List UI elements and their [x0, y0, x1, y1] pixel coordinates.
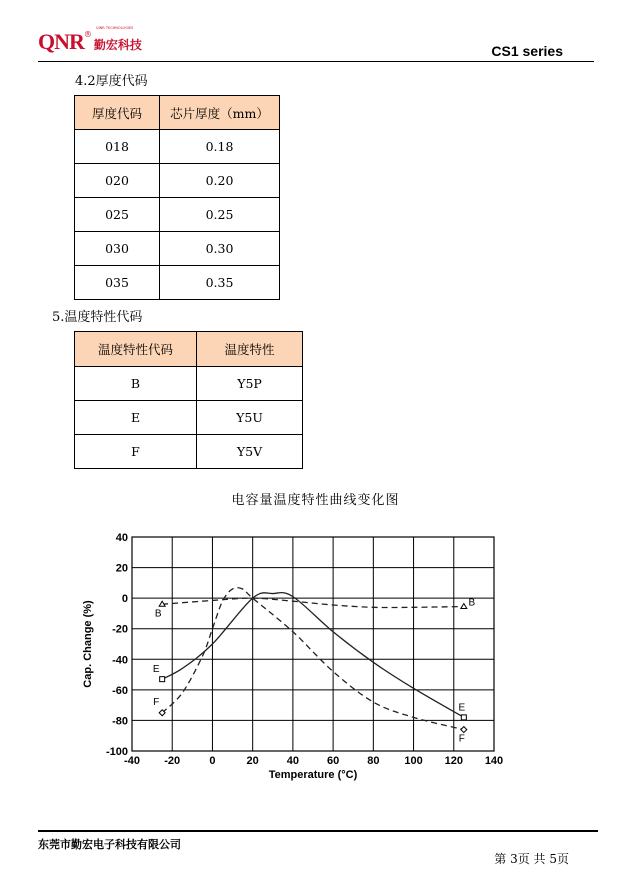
table-cell: B: [75, 367, 197, 401]
table-row: [75, 130, 280, 164]
table-cell: 0.35: [160, 266, 280, 300]
x-tick-label: -20: [164, 755, 181, 767]
logo-registered-mark: ®: [83, 30, 92, 39]
table-cell: Y5V: [197, 435, 303, 469]
x-tick-label: 140: [484, 755, 504, 767]
table-cell: 018: [75, 130, 160, 164]
y-tick-label: 0: [121, 593, 128, 606]
footer-divider: [38, 830, 598, 832]
y-tick-label: 40: [115, 532, 128, 544]
x-tick-label: 60: [326, 755, 340, 767]
table-row: [75, 401, 303, 435]
company-logo: [38, 26, 142, 54]
table-row: [75, 266, 280, 300]
series-label-e: E: [152, 664, 160, 676]
y-tick-label: -60: [112, 684, 128, 697]
series-marker-e: [160, 677, 165, 682]
table-header: 温度特性代码: [75, 332, 197, 367]
table-row: [75, 367, 303, 401]
table-cell: 0.18: [160, 130, 280, 164]
temperature-code-table: [74, 331, 303, 469]
plot-area: [132, 537, 494, 751]
table-cell: 030: [75, 232, 160, 266]
series-label-b: B: [468, 597, 476, 609]
series-label-f: F: [153, 696, 160, 708]
y-tick-label: -20: [112, 623, 128, 636]
table-cell: Y5P: [197, 367, 303, 401]
section-4-2-title: 4.2厚度代码: [75, 74, 148, 89]
x-axis-label: Temperature (°C): [268, 769, 358, 781]
x-tick-label: 40: [286, 755, 300, 767]
logo-chinese-name: 勤宏科技: [93, 38, 142, 52]
section-5-title: 5.温度特性代码: [52, 310, 143, 325]
table-cell: F: [75, 435, 197, 469]
y-tick-label: -80: [112, 715, 128, 728]
series-label-e: E: [458, 702, 466, 714]
table-row: [75, 435, 303, 469]
y-tick-label: 20: [115, 562, 128, 575]
x-tick-label: 0: [209, 755, 216, 767]
table-cell: 025: [75, 198, 160, 232]
logo-mark: QNR: [38, 29, 84, 54]
y-axis-label: Cap. Change (%): [82, 600, 94, 688]
table-header: 厚度代码: [75, 96, 160, 130]
thickness-code-table: [74, 95, 280, 300]
table-cell: Y5U: [197, 401, 303, 435]
y-tick-label: -40: [112, 654, 128, 667]
logo-subtitle: QINR TECHNOLOGIES: [95, 26, 134, 30]
series-label-b: B: [154, 608, 162, 620]
table-header: 温度特性: [197, 332, 303, 367]
table-header: 芯片厚度（mm）: [160, 96, 280, 130]
capacitance-temperature-chart: [72, 523, 522, 788]
table-row: [75, 198, 280, 232]
table-row: [75, 164, 280, 198]
x-tick-label: 100: [404, 755, 423, 767]
company-name: 东莞市勤宏电子科技有限公司: [38, 838, 181, 851]
x-tick-label: 120: [444, 755, 463, 767]
header-divider: [38, 61, 594, 62]
table-cell: 035: [75, 266, 160, 300]
table-cell: 0.30: [160, 232, 280, 266]
series-label: CS1 series: [491, 43, 563, 59]
series-marker-e: [461, 715, 466, 720]
table-row: [75, 232, 280, 266]
table-cell: 020: [75, 164, 160, 198]
x-tick-label: 20: [246, 755, 259, 767]
series-label-f: F: [458, 733, 465, 745]
x-tick-label: -40: [124, 755, 140, 767]
x-tick-label: 80: [367, 755, 380, 767]
y-tick-label: -100: [105, 746, 128, 758]
table-cell: 0.25: [160, 198, 280, 232]
table-cell: 0.20: [160, 164, 280, 198]
table-cell: E: [75, 401, 197, 435]
page-number: 第 3页 共 5页: [494, 852, 569, 866]
chart-title: 电容量温度特性曲线变化图: [231, 493, 400, 508]
